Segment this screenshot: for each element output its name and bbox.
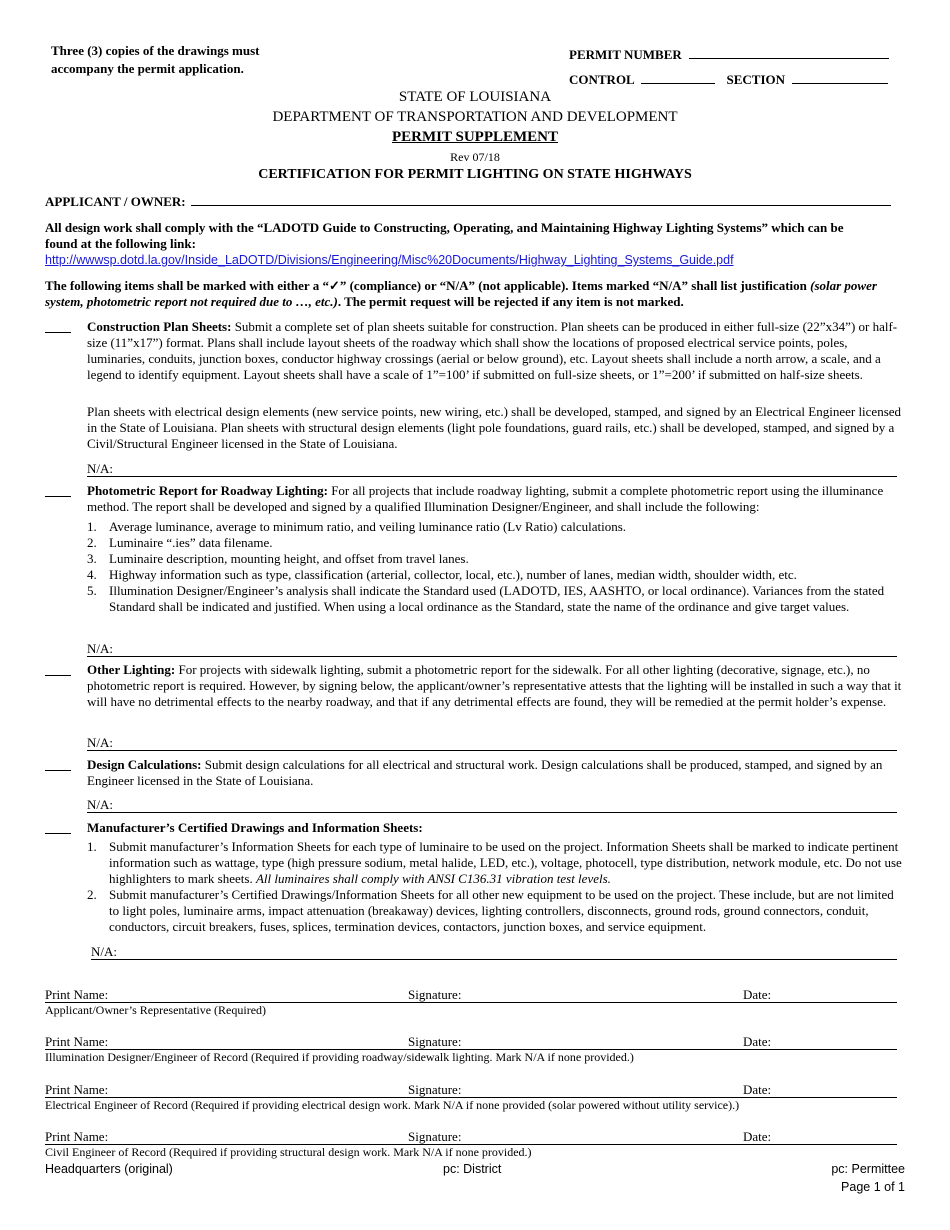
item-text: Illumination Designer/Engineer’s analysis shall indicate the Standard used (LADOTD, IES, AASHTO, or local ordinance). Variances from the stated Standard shall be indicated and justified. When using a local ordinance as the Standard, state the name of the ordinance and give target values. <box>109 583 885 614</box>
page-number: Page 1 of 1 <box>841 1180 905 1194</box>
photometric-item <box>87 551 905 567</box>
item-number: 1. <box>87 519 97 534</box>
item-text: Luminaire description, mounting height, and offset from travel lanes. <box>109 551 469 566</box>
guide-line1: All design work shall comply with the “LADOTD Guide to Constructing, Operating, and Maintaining Highway Lighting Systems” which can be <box>45 220 844 235</box>
state-title: STATE OF LOUISIANA <box>398 89 552 105</box>
applicant-field[interactable] <box>191 205 891 206</box>
other-heading: Other Lighting: <box>87 662 176 677</box>
guide-text <box>45 220 915 252</box>
photometric-section <box>87 483 905 515</box>
control-label: CONTROL <box>569 72 635 87</box>
photometric-na-label: N/A: <box>87 641 113 656</box>
other-text: For projects with sidewalk lighting, submit a photometric report for the sidewalk. For all other lighting (decorative, signage, etc.), no photometric report is required. However, by signing below, the applicant/owner’s representative attests that the lighting will be installed in such a way that it will have no detrimental effects to the nearby roadway, and that if any detrimental effects are found, they will be remedied at the permit holder’s expense. <box>87 662 902 709</box>
manufacturer-item <box>87 839 905 887</box>
construction-check-field[interactable] <box>45 331 71 333</box>
manufacturer-heading: Manufacturer’s Certified Drawings and Information Sheets: <box>87 820 423 835</box>
section-label: SECTION <box>726 72 786 87</box>
print-name-label: Print Name: <box>45 987 109 1002</box>
permit-number-row <box>569 47 889 63</box>
applicant-label: APPLICANT / OWNER: <box>45 194 186 209</box>
instructions-part1: The following items shall be marked with either a “✓” (compliance) or “N/A” (not applicable). Items marked “N/A” shall list justification <box>45 278 811 293</box>
photometric-na-field[interactable] <box>87 641 897 657</box>
signature-line-electrical[interactable] <box>45 1082 897 1098</box>
signature-label: Signature: <box>408 1129 462 1144</box>
applicant-row <box>45 194 897 210</box>
photometric-list <box>87 519 905 615</box>
design-heading: Design Calculations: <box>87 757 202 772</box>
manufacturer-check-field[interactable] <box>45 832 71 834</box>
design-section <box>87 757 905 789</box>
print-name-label: Print Name: <box>45 1082 109 1097</box>
print-name-label: Print Name: <box>45 1129 109 1144</box>
certification-title: CERTIFICATION FOR PERMIT LIGHTING ON STATE HIGHWAYS <box>258 167 692 182</box>
date-label: Date: <box>743 1082 772 1097</box>
instructions <box>45 278 910 310</box>
signature-line-applicant[interactable] <box>45 987 897 1003</box>
photometric-item <box>87 519 905 535</box>
supplement-title <box>0 129 950 146</box>
item-text: Highway information such as type, classification (arterial, collector, local, etc.), number of lanes, median width, shoulder width, etc. <box>109 567 797 582</box>
date-label: Date: <box>743 987 772 1002</box>
footer-headquarters: Headquarters (original) <box>45 1162 173 1176</box>
item-text: Average luminance, average to minimum ratio, and veiling luminance ratio (Lv Ratio) calculations. <box>109 519 627 534</box>
other-na-label: N/A: <box>87 735 113 750</box>
guide-line2: found at the following link: <box>45 236 196 251</box>
design-na-label: N/A: <box>87 797 113 812</box>
permit-number-label: PERMIT NUMBER <box>569 47 682 62</box>
instructions-italic: (solar power system, photometric report not required due to …, etc.) <box>45 278 877 309</box>
control-section-row <box>569 72 888 88</box>
other-check-field[interactable] <box>45 674 71 676</box>
photometric-text: For all projects that include roadway lighting, submit a complete photometric report using the illuminance method. The report shall be developed and signed by a qualified Illumination Designer/Engineer, and shall include the following: <box>87 483 884 514</box>
other-section <box>87 662 905 710</box>
item-italic-text: All luminaires shall comply with ANSI C136.31 vibration test levels. <box>255 871 611 886</box>
copies-note-line1: Three (3) copies of the drawings must <box>51 43 260 58</box>
construction-na-field[interactable] <box>87 461 897 477</box>
copies-note <box>51 42 259 78</box>
manufacturer-list <box>87 839 905 935</box>
instructions-part3: . The permit request will be rejected if any item is not marked. <box>337 294 684 309</box>
construction-text: Submit a complete set of plan sheets suitable for construction. Plan sheets can be produced in either full-size (22”x34”) or half-size (11”x17”) format. Plans shall include layout sheets of the roadway which shall show the locations of proposed electrical service points, poles, luminaries, conduits, junction boxes, conductor highway crossings (aerial or below ground), etc. Layout sheets shall include a north arrow, a scale, and a legend to identify equipment. Layout sheets shall have a scale of 1”=100’ if submitted on full-size sheets, or 1”=200’ if submitted on half-size sheets. <box>87 319 898 382</box>
item-number: 5. <box>87 583 97 598</box>
photometric-item <box>87 567 905 583</box>
photometric-check-field[interactable] <box>45 495 71 497</box>
item-number: 1. <box>87 839 97 854</box>
footer-district: pc: District <box>443 1162 502 1176</box>
footer-permittee: pc: Permittee <box>831 1162 905 1176</box>
manufacturer-na-label: N/A: <box>91 944 117 959</box>
signature-caption: Applicant/Owner’s Representative (Required) <box>45 1003 267 1017</box>
guide-link[interactable]: http://wwwsp.dotd.la.gov/Inside_LaDOTD/Divisions/Engineering/Misc%20Documents/Highway_Lighting_Systems_Guide.pdf <box>45 253 734 267</box>
signature-label: Signature: <box>408 1082 462 1097</box>
manufacturer-item <box>87 887 905 935</box>
supplement-text: PERMIT SUPPLEMENT <box>392 129 558 145</box>
photometric-item <box>87 535 905 551</box>
rev-label: Rev 07/18 <box>450 150 500 164</box>
date-label: Date: <box>743 1129 772 1144</box>
control-field[interactable] <box>641 83 715 84</box>
manufacturer-na-field[interactable] <box>91 944 897 960</box>
copies-note-line2: accompany the permit application. <box>51 61 244 76</box>
department-title: DEPARTMENT OF TRANSPORTATION AND DEVELOPMENT <box>272 109 678 125</box>
signature-label: Signature: <box>408 987 462 1002</box>
permit-number-field[interactable] <box>689 58 889 59</box>
item-number: 3. <box>87 551 97 566</box>
signature-label: Signature: <box>408 1034 462 1049</box>
item-text: Submit manufacturer’s Certified Drawings/Information Sheets for all other new equipment to be used on the project. These include, but are not limited to light poles, luminaire arms, impact attenuation (breakaway) devices, lighting controllers, disconnects, ground rods, ground connectors, conduit, conductors, circuit breakers, fuses, splices, termination devices, contactors, junction boxes, and service equipment. <box>109 887 894 934</box>
signature-line-civil[interactable] <box>45 1129 897 1145</box>
item-number: 2. <box>87 535 97 550</box>
other-na-field[interactable] <box>87 735 897 751</box>
item-number: 2. <box>87 887 97 902</box>
signature-line-illumination[interactable] <box>45 1034 897 1050</box>
item-number: 4. <box>87 567 97 582</box>
construction-heading: Construction Plan Sheets: <box>87 319 232 334</box>
section-field[interactable] <box>792 83 888 84</box>
construction-na-label: N/A: <box>87 461 113 476</box>
signature-caption: Civil Engineer of Record (Required if providing structural design work. Mark N/A if none provided.) <box>45 1145 532 1159</box>
item-text: Luminaire “.ies” data filename. <box>109 535 273 550</box>
photometric-item <box>87 583 905 615</box>
guide-link-row <box>45 252 734 268</box>
construction-section <box>87 319 905 383</box>
signature-caption: Illumination Designer/Engineer of Record (Required if providing roadway/sidewalk lighting. Mark N/A if none provided.) <box>45 1050 634 1064</box>
construction-text2: Plan sheets with electrical design elements (new service points, new wiring, etc.) shall be developed, stamped, and signed by an Electrical Engineer licensed in the State of Louisiana. Plan sheets with structural design elements (light pole foundations, guard rails, etc.) shall be developed, stamped, and signed by a Civil/Structural Engineer licensed in the State of Louisiana. <box>87 404 902 451</box>
design-na-field[interactable] <box>87 797 897 813</box>
print-name-label: Print Name: <box>45 1034 109 1049</box>
signature-caption: Electrical Engineer of Record (Required if providing electrical design work. Mark N/A if none provided (solar powered without utility service).) <box>45 1098 740 1112</box>
item-text: Submit manufacturer’s Information Sheets for each type of luminaire to be used on the project. Information Sheets shall be marked to indicate pertinent information such as wattage, type (high pressure sodium, metal halide, LED, etc.), voltage, photocell, type distribution, network module, etc. Do not use highlighters to mark sheets. <box>109 839 902 886</box>
design-check-field[interactable] <box>45 769 71 771</box>
date-label: Date: <box>743 1034 772 1049</box>
photometric-heading: Photometric Report for Roadway Lighting: <box>87 483 328 498</box>
design-text: Submit design calculations for all electrical and structural work. Design calculations shall be produced, stamped, and signed by an Engineer licensed in the State of Louisiana. <box>87 757 883 788</box>
